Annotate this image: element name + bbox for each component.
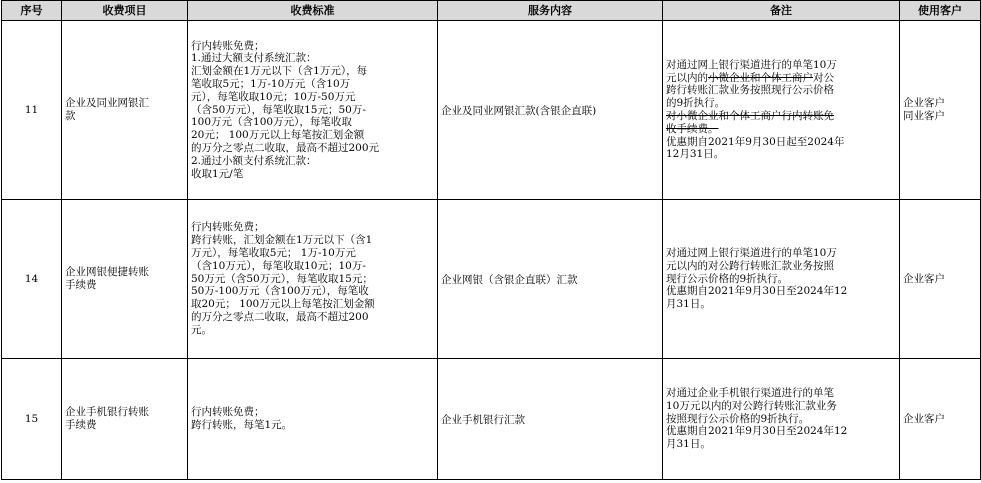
remark-line: 按照现行公示价格的9折执行。 [666,412,810,425]
standard-line: 取20元； 100万元以上每笔按汇划金额 [191,298,375,311]
row-service: 企业及同业网银汇款(含银企直联) [438,21,663,200]
standard-line: 1.通过大额支付系统汇款： [191,52,317,65]
header-item: 收费项目 [62,1,188,21]
remark-text: 对公 [813,71,834,84]
customer-line: 同业客户 [903,110,945,122]
standard-line: 的万分之零点二收取，最高不超过200 [191,310,369,323]
header-customer: 使用客户 [900,1,981,21]
standard-line: 跨行转账，每笔1元。 [191,419,293,431]
header-seq: 序号 [2,1,62,21]
remark-line: 10万元以内的对公跨行转账汇款业务 [666,399,837,412]
row-standard [188,200,438,359]
item-line: 手续费 [65,419,97,431]
remark-line: 月31日。 [666,298,711,311]
remark-line: 元以内的对公跨行转账汇款业务按照 [666,259,834,272]
standard-line: 50万-100万元（含100万元），每笔收 [191,285,369,298]
standard-line: （含50万元），每笔收取15元；50万- [191,103,366,116]
remark-line: 对通过网上银行渠道进行的单笔10万 [666,247,837,259]
row-remark [663,359,900,480]
remark-line: 对通过企业手机银行渠道进行的单笔 [666,387,834,399]
customer-line: 企业客户 [903,97,945,110]
standard-line: 行内转账免费； [191,406,265,419]
standard-line: 收取1元/笔 [191,167,244,180]
row-seq: 15 [2,359,62,480]
row-standard [188,359,438,480]
standard-line: 跨行转账，汇划金额在1万元以下（含1 [191,234,373,247]
item-line: 企业网银便捷转账 [65,266,149,279]
header-service: 服务内容 [438,1,663,21]
fee-table [1,0,981,480]
item-line: 企业及同业网银汇 [65,97,149,110]
standard-line: 的万分之零点二收取，最高不超过200元 [191,141,380,154]
row-customer [900,359,981,480]
remark-struck-text: 小微企业和个体工商户 [708,71,813,84]
header-standard: 收费标准 [188,1,438,21]
table-row [2,21,981,200]
remark-text: 元以内的 [666,71,708,84]
table-row [2,359,981,480]
row-seq: 14 [2,200,62,359]
remark-struck-line: 对小微企业和个体工商户行内转账免 [666,110,834,122]
item-line: 手续费 [65,279,97,291]
standard-line: 行内转账免费； [191,221,265,234]
remark-line: 12月31日。 [666,148,725,161]
standard-line: 元），每笔收取10元；10万-50万元 [191,90,356,103]
standard-line: 2.通过小额支付系统汇款： [191,154,317,167]
remark-line: 优惠期自2021年9月30日起至2024年 [666,135,845,148]
row-seq: 11 [2,21,62,200]
remark-line: 月31日。 [666,438,711,451]
standard-line: 20元； 100万元以上每笔按汇划金额 [191,129,365,142]
remark-line: 的9折执行。 [666,97,726,110]
row-customer [900,200,981,359]
row-item [62,200,188,359]
standard-line: 50万元（含50万元），每笔收取15元； [191,272,373,285]
customer-line: 企业客户 [903,412,945,425]
standard-line: 万元），每笔收取5元； 1万-10万元 [191,247,356,259]
header-row [2,1,981,21]
remark-line: 优惠期自2021年9月30日至2024年12 [666,425,848,438]
remark-line: 跨行转账汇款业务按照现行公示价格 [666,84,834,97]
standard-line: 行内转账免费； [191,39,265,52]
remark-line [666,72,896,85]
customer-line: 企业客户 [903,272,945,285]
item-line: 企业手机银行转账 [65,406,149,419]
standard-line: （含10万元），每笔收取10元；10万- [191,259,366,272]
standard-line: 100万元（含100万元），每笔收取 [191,116,352,129]
remark-line: 优惠期自2021年9月30日至2024年12 [666,285,848,298]
row-remark [663,200,900,359]
row-service: 企业手机银行汇款 [438,359,663,480]
remark-line: 现行公示价格的9折执行。 [666,272,789,285]
table-row [2,200,981,359]
row-standard [188,21,438,200]
item-line: 款 [65,110,76,122]
remark-line: 对通过网上银行渠道进行的单笔10万 [666,58,837,71]
header-remark: 备注 [663,1,900,21]
row-remark [663,21,900,200]
standard-line: 汇划金额在1万元以下（含1万元），每 [191,65,368,78]
standard-line: 元。 [191,323,212,336]
remark-struck-line: 收手续费。 [666,122,719,135]
standard-line: 笔收取5元；1万-10万元（含10万 [191,78,351,90]
row-service: 企业网银（含银企直联）汇款 [438,200,663,359]
row-customer [900,21,981,200]
row-item [62,21,188,200]
row-item [62,359,188,480]
